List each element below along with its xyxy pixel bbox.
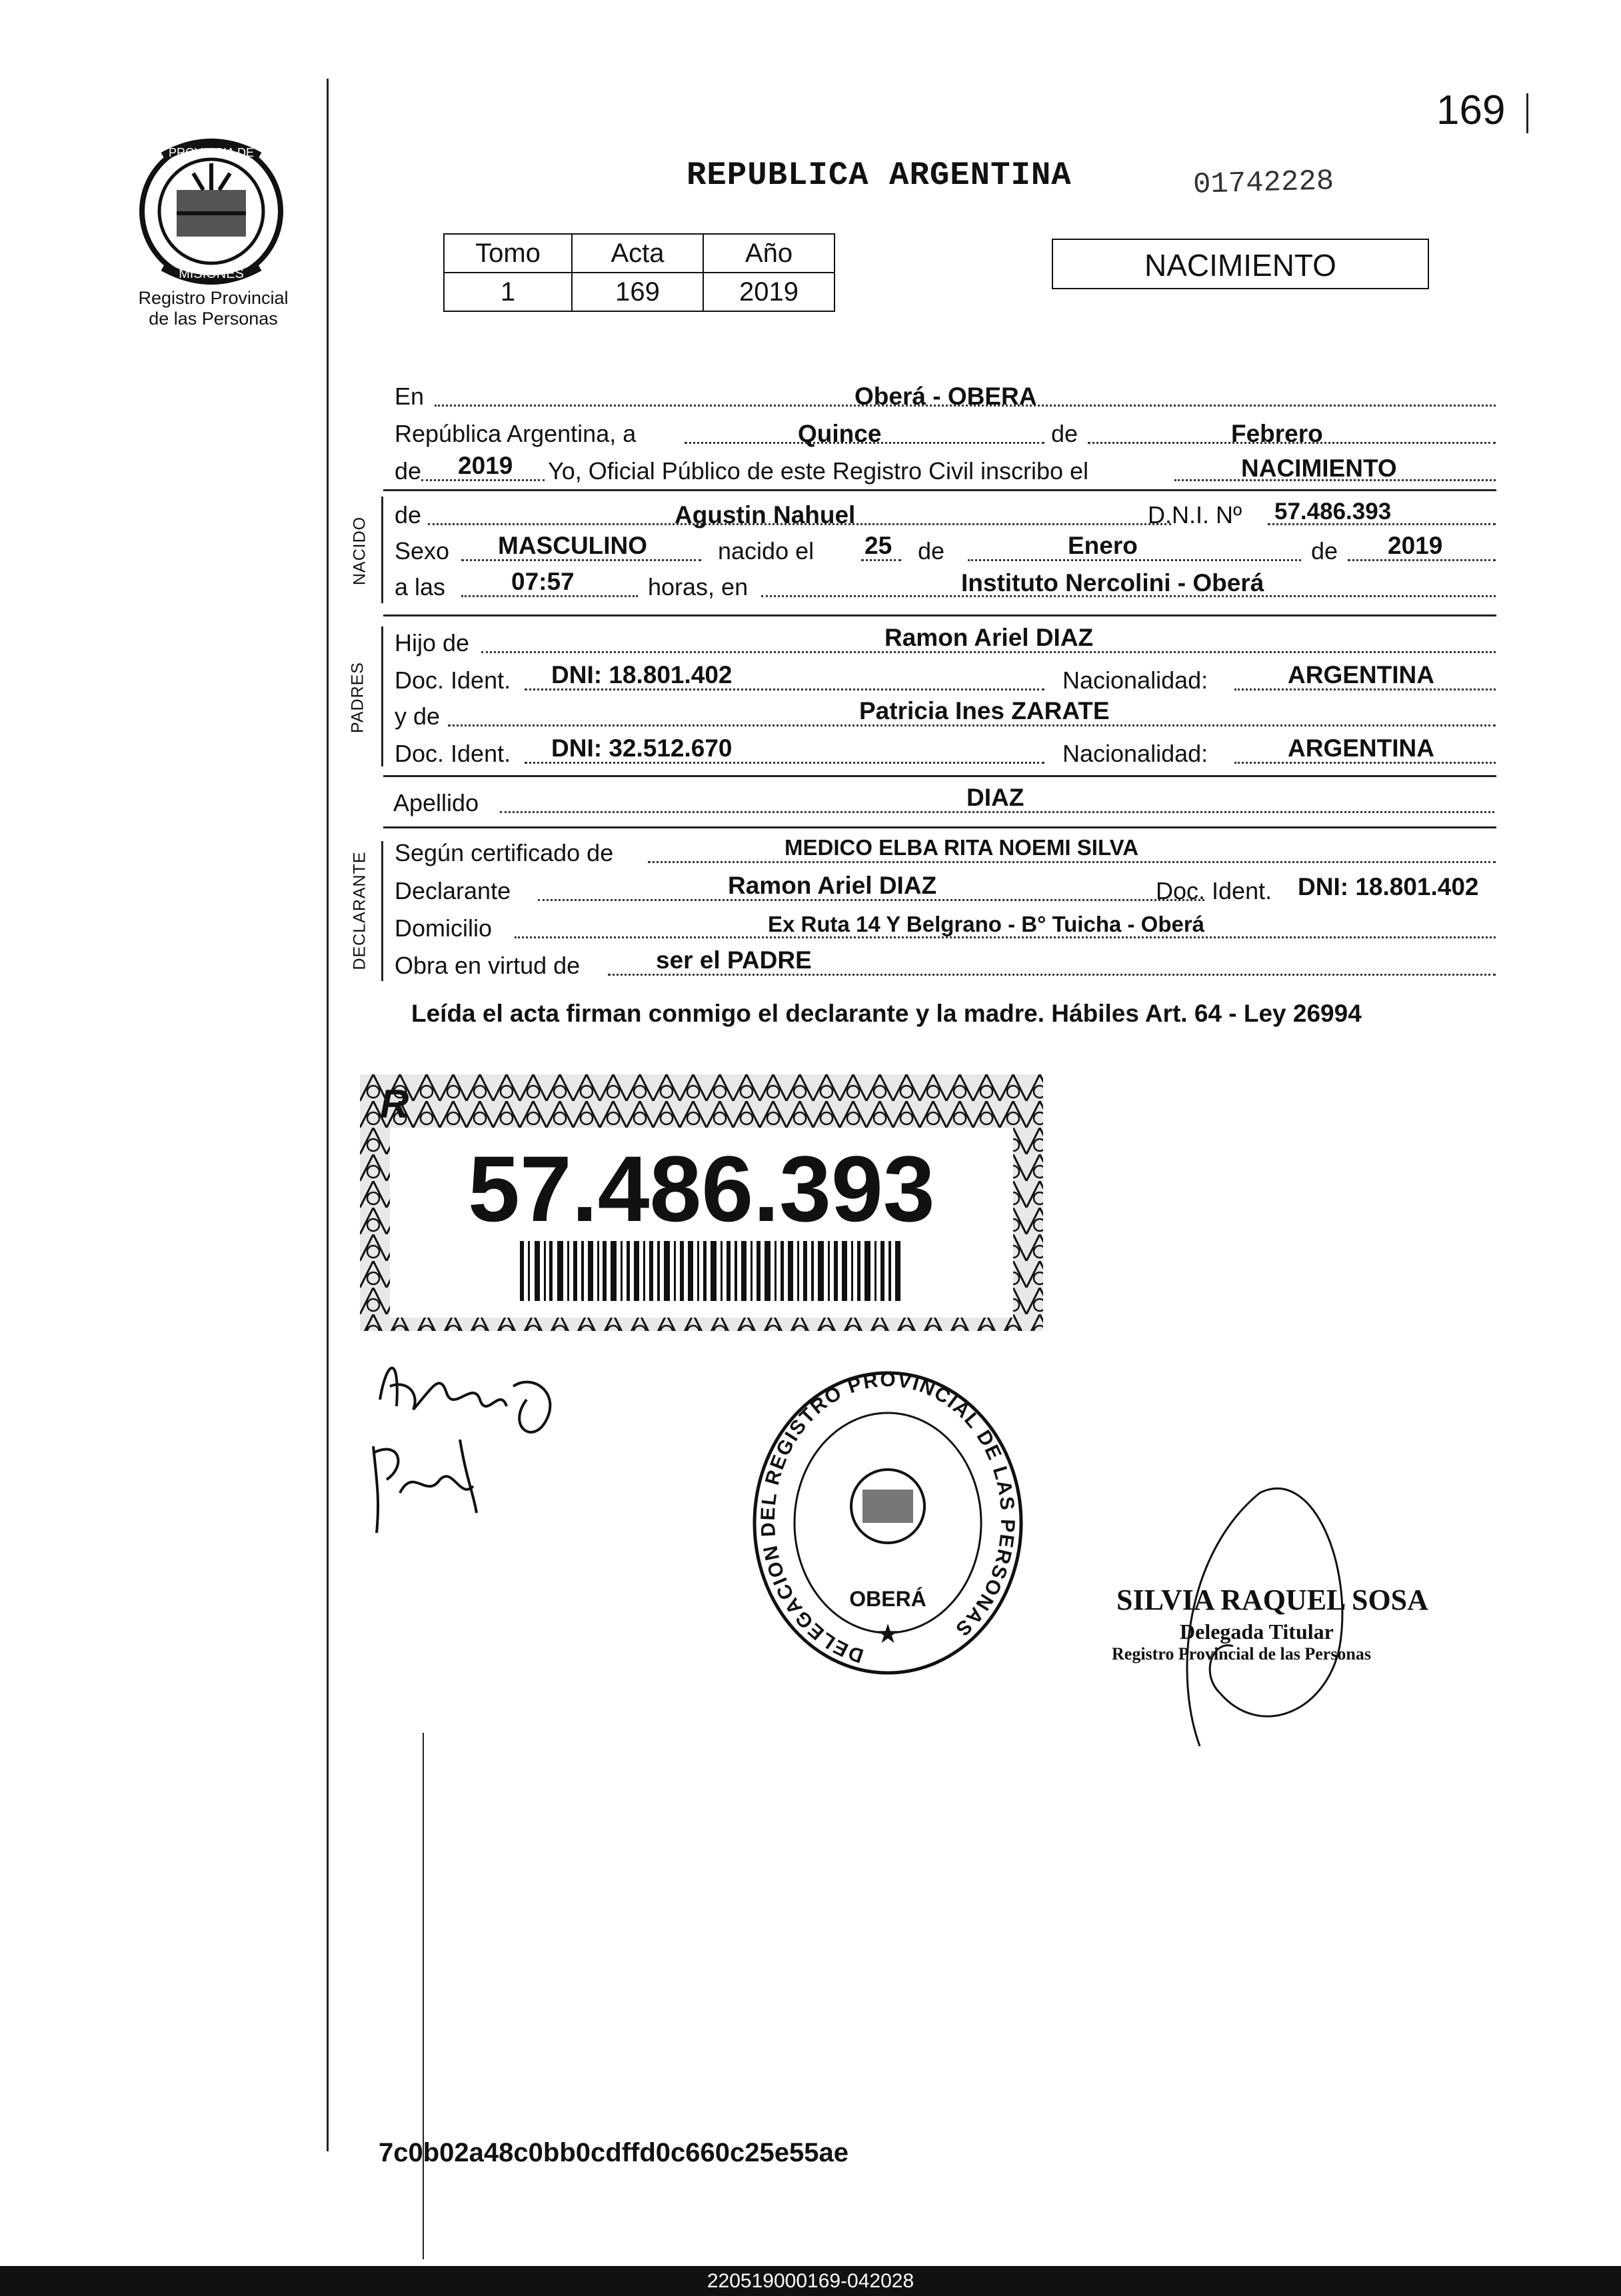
- registry-table-header-row: [444, 234, 834, 273]
- issuer-line-1: Registro Provincial: [138, 288, 289, 308]
- registry-table-value-row: [444, 273, 834, 311]
- value-mother-doc: DNI: 32.512.670: [551, 734, 733, 762]
- row-nacido-sex-date: [395, 532, 1496, 567]
- value-event: NACIMIENTO: [1241, 455, 1397, 482]
- section-label-declarante: DECLARANTE: [350, 851, 369, 970]
- issuer-line-2: de las Personas: [149, 309, 278, 329]
- dotted-line: [648, 861, 1496, 863]
- section-bracket: [381, 626, 383, 766]
- row-father-doc: [395, 661, 1496, 696]
- page-number: 169: [1436, 87, 1506, 133]
- handwritten-signatures-icon: [360, 1346, 580, 1546]
- section-bracket: [381, 497, 383, 603]
- id-number-stamp: [360, 1074, 1043, 1331]
- label-apellido: Apellido: [393, 789, 479, 816]
- label-de: de: [1051, 420, 1078, 447]
- label-declarante: Declarante: [395, 877, 511, 904]
- value-apellido: DIAZ: [966, 784, 1024, 811]
- label-inscribo: Yo, Oficial Público de este Registro Civil inscribo el: [548, 457, 1089, 485]
- row-nacido-name: [395, 499, 1496, 531]
- label-republica: República Argentina, a: [395, 420, 637, 447]
- row-declarante: [395, 874, 1496, 906]
- value-child-dni: 57.486.393: [1274, 499, 1392, 525]
- label-de: de: [918, 537, 945, 565]
- label-y-de: y de: [395, 702, 441, 730]
- star-icon: ★: [876, 1619, 900, 1650]
- label-obra: Obra en virtud de: [395, 952, 581, 979]
- value-day: Quince: [798, 420, 882, 447]
- label-doc-ident: Doc. Ident.: [1156, 877, 1272, 904]
- stamp-id-number: 57.486.393: [468, 1136, 935, 1241]
- row-obra: [395, 946, 1496, 981]
- margin-line-inner: [423, 1733, 424, 2259]
- stamp-pattern-letter: R: [380, 1082, 409, 1126]
- document-hash: 7c0b02a48c0bb0cdffd0c660c25e55ae: [379, 2138, 848, 2167]
- label-sexo: Sexo: [395, 537, 450, 565]
- right-margin-line: [1526, 93, 1528, 133]
- registry-value-ano: 2019: [703, 273, 834, 311]
- row-certificado: [395, 836, 1496, 868]
- seal-bottom-text: MISIONES: [179, 267, 244, 281]
- label-horas-en: horas, en: [648, 573, 749, 600]
- closing-note: Leída el acta firman conmigo el declarante y la madre. Hábiles Art. 64 - Ley 26994: [411, 1000, 1362, 1027]
- row-mother: [395, 697, 1496, 732]
- label-domicilio: Domicilio: [395, 914, 493, 942]
- label-de2: de: [395, 457, 422, 485]
- country-title: REPUBLICA ARGENTINA: [687, 157, 1072, 194]
- registry-value-acta: 169: [572, 273, 703, 311]
- row-father: [395, 626, 1496, 658]
- value-birth-month: Enero: [1068, 532, 1138, 559]
- value-year: 2019: [458, 452, 513, 479]
- value-certificate: MEDICO ELBA RITA NOEMI SILVA: [785, 835, 1139, 860]
- signatory-role: Delegada Titular: [1180, 1620, 1334, 1644]
- row-mother-doc: [395, 734, 1496, 769]
- value-birth-place: Instituto Nercolini - Oberá: [961, 569, 1264, 596]
- value-father-doc: DNI: 18.801.402: [551, 661, 733, 688]
- section-bracket: [381, 841, 383, 981]
- section-divider: [383, 826, 1496, 828]
- value-obra: ser el PADRE: [656, 946, 812, 974]
- row-locality: [395, 380, 1496, 412]
- value-child-name: Agustin Nahuel: [675, 501, 856, 529]
- value-declarante-name: Ramon Ariel DIAZ: [728, 872, 937, 899]
- seal-city-text: OBERÁ: [849, 1587, 926, 1611]
- registry-value-tomo: 1: [444, 273, 572, 311]
- row-date: [395, 417, 1496, 449]
- registry-header-ano: Año: [703, 234, 834, 273]
- row-year-event: [395, 452, 1496, 487]
- section-label-padres: PADRES: [348, 662, 367, 733]
- issuer-name: [100, 288, 327, 329]
- section-divider: [383, 489, 1496, 491]
- section-divider: [383, 614, 1496, 616]
- row-nacido-time-place: [395, 568, 1496, 602]
- seal-top-text: PROVINCIA DE: [168, 146, 255, 159]
- value-domicilio: Ex Ruta 14 Y Belgrano - B° Tuicha - Oberá: [768, 912, 1205, 936]
- margin-line: [327, 79, 329, 2151]
- label-de: de: [395, 501, 422, 529]
- serial-number: 01742228: [1192, 165, 1334, 202]
- section-divider: [383, 775, 1496, 777]
- value-month: Febrero: [1231, 420, 1323, 447]
- signatory-org: Registro Provincial de las Personas: [1112, 1644, 1372, 1664]
- label-de: de: [1311, 537, 1338, 565]
- label-dni: D.N.I. Nº: [1148, 501, 1242, 529]
- label-segun: Según certificado de: [395, 839, 614, 866]
- registry-header-acta: Acta: [572, 234, 703, 273]
- registry-table: [443, 233, 835, 312]
- label-doc-ident: Doc. Ident.: [395, 740, 511, 767]
- section-label-nacido: NACIDO: [350, 516, 369, 586]
- label-doc-ident: Doc. Ident.: [395, 666, 511, 694]
- value-declarante-doc: DNI: 18.801.402: [1298, 873, 1479, 900]
- seal-ring-text: DELEGACION DEL REGISTRO PROVINCIAL DE LAS PERSONAS: [757, 1368, 1019, 1667]
- row-domicilio: [395, 912, 1496, 944]
- value-father-name: Ramon Ariel DIAZ: [884, 624, 1094, 651]
- value-mother-nationality: ARGENTINA: [1288, 734, 1434, 762]
- value-birth-year: 2019: [1388, 532, 1443, 559]
- label-a-las: a las: [395, 573, 446, 600]
- value-birth-time: 07:57: [511, 568, 575, 595]
- registry-header-tomo: Tomo: [444, 234, 572, 273]
- value-locality: Oberá - OBERA: [854, 383, 1037, 410]
- label-nacionalidad: Nacionalidad:: [1062, 740, 1208, 767]
- label-nacido-el: nacido el: [718, 537, 814, 565]
- provincial-seal-icon: [137, 137, 287, 287]
- signatory-name: SILVIA RAQUEL SOSA: [1116, 1584, 1428, 1616]
- value-birth-day: 25: [864, 532, 892, 559]
- value-mother-name: Patricia Ines ZARATE: [859, 697, 1110, 724]
- value-sexo: MASCULINO: [498, 532, 648, 559]
- row-apellido: [393, 786, 1494, 818]
- record-type-box: NACIMIENTO: [1052, 239, 1429, 289]
- label-hijo-de: Hijo de: [395, 629, 470, 656]
- label-nacionalidad: Nacionalidad:: [1062, 666, 1208, 694]
- value-father-nationality: ARGENTINA: [1288, 661, 1434, 688]
- official-seal-icon: [748, 1366, 1028, 1680]
- label-en: En: [395, 383, 425, 410]
- footer-code: 220519000169-042028: [0, 2266, 1621, 2296]
